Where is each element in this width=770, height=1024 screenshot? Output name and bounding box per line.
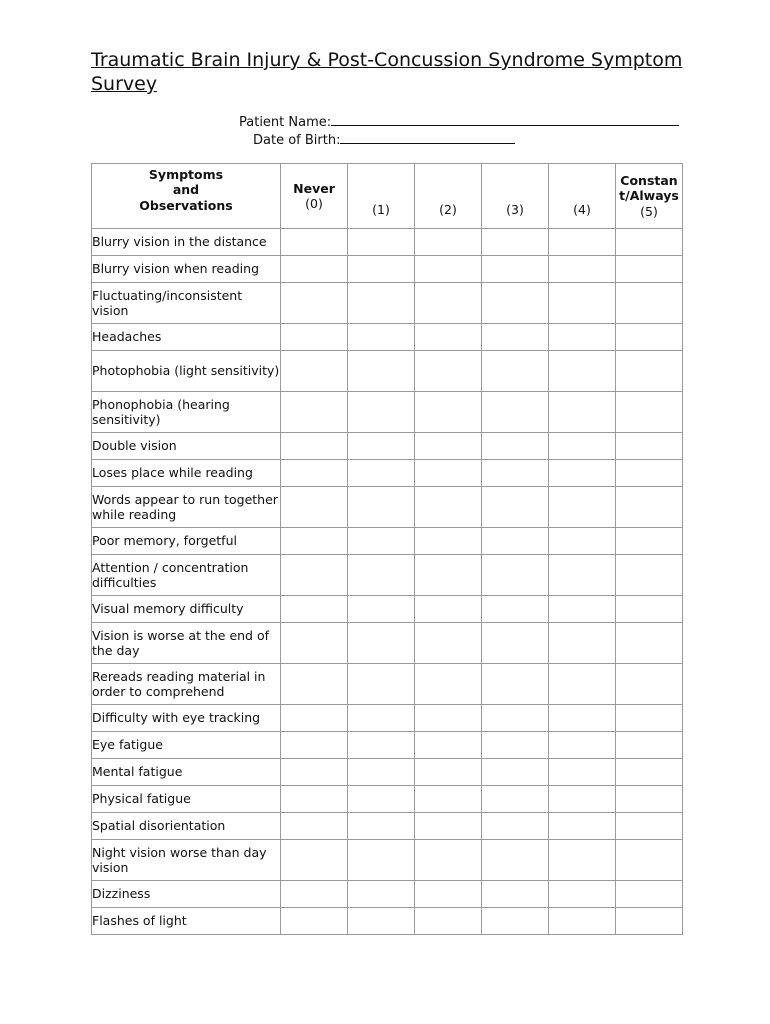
score-cell-5[interactable] [616, 555, 683, 596]
score-cell-5[interactable] [616, 433, 683, 460]
symptom-label: Physical fatigue [92, 786, 281, 813]
score-cell-2[interactable] [415, 881, 482, 908]
score-cell-2[interactable] [415, 229, 482, 256]
symptom-table [91, 163, 683, 935]
score-cell-4[interactable] [549, 460, 616, 487]
score-cell-5[interactable] [616, 840, 683, 881]
symptom-label: Loses place while reading [92, 460, 281, 487]
symptom-label: Photophobia (light sensitivity) [92, 351, 281, 392]
score-cell-5[interactable] [616, 528, 683, 555]
table-row [92, 324, 683, 351]
score-cell-4[interactable] [549, 392, 616, 433]
score-cell-4[interactable] [549, 881, 616, 908]
score-cell-0[interactable] [281, 623, 348, 664]
score-cell-1[interactable] [348, 840, 415, 881]
score-cell-2[interactable] [415, 813, 482, 840]
score-cell-0[interactable] [281, 664, 348, 705]
score-cell-3[interactable] [482, 881, 549, 908]
header-symptoms-line2: and [172, 182, 200, 198]
score-cell-4[interactable] [549, 596, 616, 623]
score-cell-1[interactable] [348, 759, 415, 786]
score-cell-4[interactable] [549, 528, 616, 555]
score-cell-1[interactable] [348, 460, 415, 487]
symptom-label: Vision is worse at the end of the day [92, 623, 281, 664]
symptom-label: Fluctuating/inconsistent vision [92, 283, 281, 324]
symptom-label: Mental fatigue [92, 759, 281, 786]
score-cell-0[interactable] [281, 283, 348, 324]
score-cell-4[interactable] [549, 229, 616, 256]
table-row [92, 908, 683, 935]
score-cell-2[interactable] [415, 732, 482, 759]
dob-label: Date of Birth: [253, 133, 341, 148]
score-cell-2[interactable] [415, 256, 482, 283]
score-cell-5[interactable] [616, 256, 683, 283]
score-cell-2[interactable] [415, 705, 482, 732]
score-cell-0[interactable] [281, 732, 348, 759]
symptom-label: Headaches [92, 324, 281, 351]
header-always-score: (5) [640, 203, 658, 219]
patient-name-label: Patient Name: [239, 115, 332, 130]
table-row [92, 705, 683, 732]
table-row [92, 528, 683, 555]
header-3-label: (3) [506, 202, 524, 218]
score-cell-0[interactable] [281, 487, 348, 528]
score-cell-4[interactable] [549, 623, 616, 664]
score-cell-4[interactable] [549, 433, 616, 460]
score-cell-5[interactable] [616, 596, 683, 623]
header-always-line1: Constan [620, 172, 678, 188]
score-cell-2[interactable] [415, 528, 482, 555]
score-cell-1[interactable] [348, 324, 415, 351]
symptom-label: Night vision worse than day vision [92, 840, 281, 881]
score-cell-2[interactable] [415, 596, 482, 623]
table-row [92, 596, 683, 623]
header-1-label: (1) [372, 202, 390, 218]
score-cell-5[interactable] [616, 324, 683, 351]
score-cell-3[interactable] [482, 555, 549, 596]
score-cell-2[interactable] [415, 487, 482, 528]
score-cell-1[interactable] [348, 433, 415, 460]
score-cell-5[interactable] [616, 813, 683, 840]
score-cell-4[interactable] [549, 840, 616, 881]
score-cell-0[interactable] [281, 460, 348, 487]
document-title: Traumatic Brain Injury & Post-Concussion Syndrome Symptom Survey [91, 49, 683, 95]
symptom-label: Spatial disorientation [92, 813, 281, 840]
score-cell-5[interactable] [616, 705, 683, 732]
score-cell-3[interactable] [482, 596, 549, 623]
score-cell-5[interactable] [616, 460, 683, 487]
score-cell-0[interactable] [281, 786, 348, 813]
score-cell-5[interactable] [616, 487, 683, 528]
score-cell-4[interactable] [549, 813, 616, 840]
score-cell-5[interactable] [616, 283, 683, 324]
score-cell-1[interactable] [348, 881, 415, 908]
table-row [92, 256, 683, 283]
symptom-label: Eye fatigue [92, 732, 281, 759]
score-cell-1[interactable] [348, 283, 415, 324]
score-cell-3[interactable] [482, 623, 549, 664]
score-cell-1[interactable] [348, 623, 415, 664]
score-cell-2[interactable] [415, 555, 482, 596]
table-row [92, 813, 683, 840]
symptom-label: Visual memory difficulty [92, 596, 281, 623]
table-row [92, 759, 683, 786]
score-cell-3[interactable] [482, 351, 549, 392]
score-cell-5[interactable] [616, 732, 683, 759]
symptom-label: Double vision [92, 433, 281, 460]
score-cell-4[interactable] [549, 324, 616, 351]
score-cell-3[interactable] [482, 813, 549, 840]
score-cell-3[interactable] [482, 705, 549, 732]
symptom-label: Rereads reading material in order to comprehend [92, 664, 281, 705]
header-4 [549, 164, 616, 229]
header-4-label: (4) [573, 202, 591, 218]
table-row [92, 555, 683, 596]
score-cell-2[interactable] [415, 786, 482, 813]
header-symptoms-line3: Observations [139, 197, 233, 213]
table-row [92, 786, 683, 813]
header-always-line2: t/Always [619, 188, 679, 204]
score-cell-5[interactable] [616, 392, 683, 433]
score-cell-4[interactable] [549, 664, 616, 705]
symptom-label: Attention / concentration difficulties [92, 555, 281, 596]
dob-field[interactable] [340, 131, 515, 144]
table-row [92, 732, 683, 759]
header-3 [482, 164, 549, 229]
score-cell-0[interactable] [281, 813, 348, 840]
score-cell-1[interactable] [348, 528, 415, 555]
symptom-label: Phonophobia (hearing sensitivity) [92, 392, 281, 433]
header-never-label: Never [293, 180, 335, 196]
score-cell-0[interactable] [281, 705, 348, 732]
score-cell-4[interactable] [549, 555, 616, 596]
score-cell-3[interactable] [482, 786, 549, 813]
score-cell-1[interactable] [348, 487, 415, 528]
score-cell-3[interactable] [482, 528, 549, 555]
table-row [92, 487, 683, 528]
table-row [92, 392, 683, 433]
score-cell-0[interactable] [281, 433, 348, 460]
score-cell-3[interactable] [482, 392, 549, 433]
score-cell-3[interactable] [482, 256, 549, 283]
score-cell-5[interactable] [616, 759, 683, 786]
header-1 [348, 164, 415, 229]
score-cell-3[interactable] [482, 324, 549, 351]
score-cell-2[interactable] [415, 759, 482, 786]
score-cell-4[interactable] [549, 705, 616, 732]
table-row [92, 623, 683, 664]
score-cell-4[interactable] [549, 908, 616, 935]
score-cell-2[interactable] [415, 840, 482, 881]
score-cell-3[interactable] [482, 283, 549, 324]
score-cell-1[interactable] [348, 732, 415, 759]
score-cell-2[interactable] [415, 351, 482, 392]
score-cell-0[interactable] [281, 528, 348, 555]
score-cell-3[interactable] [482, 732, 549, 759]
score-cell-2[interactable] [415, 324, 482, 351]
score-cell-0[interactable] [281, 555, 348, 596]
score-cell-0[interactable] [281, 881, 348, 908]
score-cell-4[interactable] [549, 351, 616, 392]
score-cell-4[interactable] [549, 759, 616, 786]
header-never-score: (0) [305, 196, 323, 211]
score-cell-5[interactable] [616, 664, 683, 705]
score-cell-0[interactable] [281, 324, 348, 351]
score-cell-3[interactable] [482, 229, 549, 256]
header-always [616, 164, 683, 229]
table-row [92, 460, 683, 487]
score-cell-4[interactable] [549, 256, 616, 283]
score-cell-1[interactable] [348, 786, 415, 813]
score-cell-0[interactable] [281, 840, 348, 881]
score-cell-1[interactable] [348, 813, 415, 840]
score-cell-5[interactable] [616, 623, 683, 664]
score-cell-3[interactable] [482, 433, 549, 460]
table-row [92, 840, 683, 881]
symptom-label: Poor memory, forgetful [92, 528, 281, 555]
score-cell-1[interactable] [348, 256, 415, 283]
score-cell-4[interactable] [549, 732, 616, 759]
score-cell-4[interactable] [549, 786, 616, 813]
symptom-label: Difficulty with eye tracking [92, 705, 281, 732]
table-row [92, 229, 683, 256]
score-cell-1[interactable] [348, 555, 415, 596]
symptom-label: Dizziness [92, 881, 281, 908]
header-symptoms [92, 164, 281, 229]
score-cell-1[interactable] [348, 664, 415, 705]
table-row [92, 351, 683, 392]
score-cell-2[interactable] [415, 908, 482, 935]
score-cell-5[interactable] [616, 786, 683, 813]
symptom-label: Words appear to run together while reading [92, 487, 281, 528]
table-row [92, 283, 683, 324]
score-cell-3[interactable] [482, 759, 549, 786]
score-cell-5[interactable] [616, 881, 683, 908]
header-symptoms-line1: Symptoms [148, 166, 224, 182]
header-row [92, 164, 683, 229]
score-cell-1[interactable] [348, 596, 415, 623]
score-cell-2[interactable] [415, 392, 482, 433]
score-cell-3[interactable] [482, 840, 549, 881]
table-row [92, 881, 683, 908]
score-cell-2[interactable] [415, 623, 482, 664]
score-cell-2[interactable] [415, 664, 482, 705]
score-cell-5[interactable] [616, 351, 683, 392]
score-cell-5[interactable] [616, 908, 683, 935]
score-cell-2[interactable] [415, 283, 482, 324]
score-cell-3[interactable] [482, 908, 549, 935]
score-cell-0[interactable] [281, 392, 348, 433]
header-never [281, 164, 348, 229]
score-cell-0[interactable] [281, 759, 348, 786]
score-cell-3[interactable] [482, 460, 549, 487]
score-cell-3[interactable] [482, 487, 549, 528]
symptom-label: Flashes of light [92, 908, 281, 935]
score-cell-1[interactable] [348, 351, 415, 392]
patient-info [239, 113, 679, 149]
score-cell-0[interactable] [281, 351, 348, 392]
score-cell-2[interactable] [415, 433, 482, 460]
score-cell-0[interactable] [281, 908, 348, 935]
score-cell-2[interactable] [415, 460, 482, 487]
score-cell-1[interactable] [348, 392, 415, 433]
score-cell-5[interactable] [616, 229, 683, 256]
score-cell-3[interactable] [482, 664, 549, 705]
symptom-label: Blurry vision when reading [92, 256, 281, 283]
header-2 [415, 164, 482, 229]
score-cell-4[interactable] [549, 487, 616, 528]
score-cell-1[interactable] [348, 908, 415, 935]
score-cell-0[interactable] [281, 596, 348, 623]
symptom-label: Blurry vision in the distance [92, 229, 281, 256]
table-row [92, 433, 683, 460]
score-cell-0[interactable] [281, 256, 348, 283]
score-cell-1[interactable] [348, 229, 415, 256]
header-2-label: (2) [439, 202, 457, 218]
score-cell-0[interactable] [281, 229, 348, 256]
score-cell-4[interactable] [549, 283, 616, 324]
table-row [92, 664, 683, 705]
patient-name-field[interactable] [331, 113, 679, 126]
score-cell-1[interactable] [348, 705, 415, 732]
